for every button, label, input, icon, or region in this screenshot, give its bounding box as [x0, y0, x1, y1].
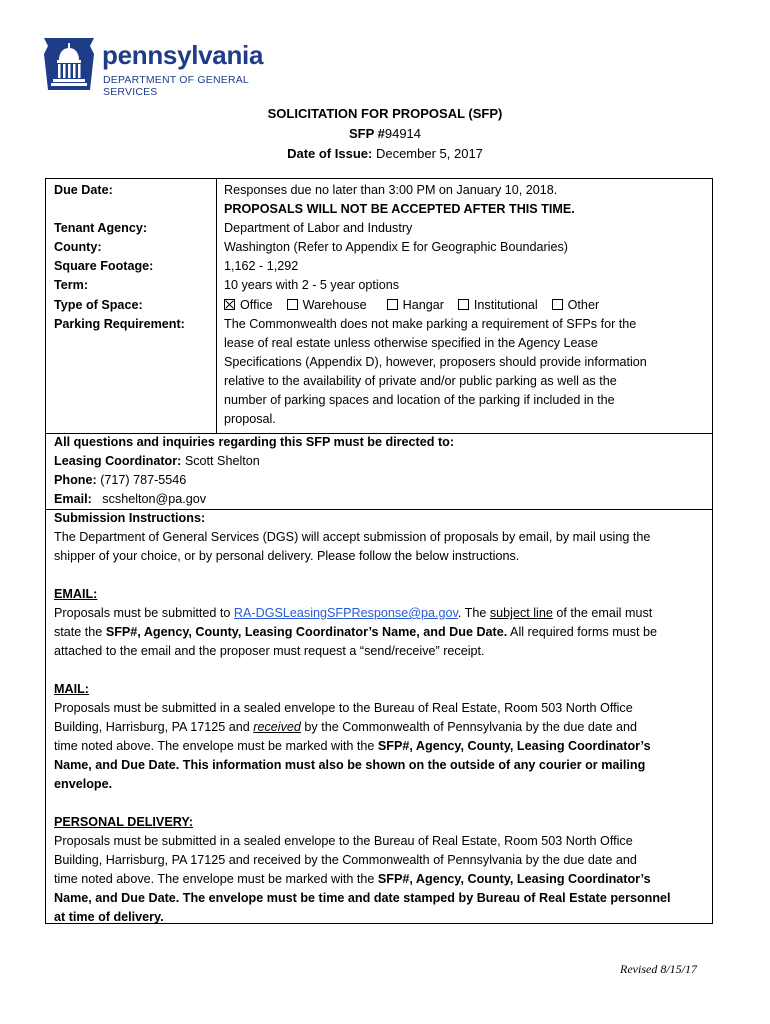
space-option-institutional[interactable] — [458, 296, 538, 315]
space-option-label: Office — [240, 298, 273, 312]
issue-date-line — [0, 144, 770, 164]
email-heading: EMAIL: — [54, 587, 98, 601]
column-divider — [216, 179, 217, 433]
received-text: received — [253, 720, 301, 734]
spacer — [54, 661, 708, 680]
text-run: state the — [54, 625, 106, 639]
due-date-label: Due Date: — [54, 183, 113, 197]
submission-heading: Submission Instructions: — [54, 511, 206, 525]
submission-section — [54, 509, 708, 927]
dgs-logo — [40, 36, 300, 98]
coordinator-name: Scott Shelton — [184, 454, 260, 468]
text-run: Proposals must be submitted to — [54, 606, 234, 620]
mail-instruction-line — [54, 737, 708, 756]
keystone-capitol-icon — [40, 36, 98, 92]
checkbox-checked-icon[interactable] — [224, 299, 235, 310]
space-option-other[interactable] — [552, 296, 600, 315]
sfp-number-line — [0, 124, 770, 144]
space-option-label: Other — [567, 298, 600, 312]
space-option-label: Hangar — [402, 298, 444, 312]
due-date-notice: PROPOSALS WILL NOT BE ACCEPTED AFTER THIS TIME. — [224, 202, 575, 216]
personal-delivery-heading: PERSONAL DELIVERY: — [54, 815, 194, 829]
issue-date: December 5, 2017 — [375, 146, 483, 161]
mail-heading: MAIL: — [54, 682, 89, 696]
space-option-hangar[interactable] — [387, 296, 444, 315]
required-fields-text: SFP#, Agency, County, Leasing Coordinator’s — [377, 739, 651, 753]
spacer — [54, 794, 708, 813]
logo-subtitle: DEPARTMENT OF GENERAL SERVICES — [103, 74, 249, 98]
submission-email-link[interactable]: RA-DGSLeasingSFPResponse@pa.gov — [233, 606, 458, 620]
text-run: . The — [457, 606, 490, 620]
parking-line: proposal. — [224, 412, 276, 426]
square-footage-value: 1,162 - 1,292 — [224, 259, 299, 273]
text-run: All required forms must be — [507, 625, 658, 639]
phone-value: (717) 787-5546 — [100, 473, 187, 487]
subject-line-text: subject line — [489, 606, 553, 620]
email-instruction-line: attached to the email and the proposer must request a “send/receive” receipt. — [54, 644, 485, 658]
due-date-value: Responses due no later than 3:00 PM on January 10, 2018. — [224, 183, 558, 197]
submission-intro-line: The Department of General Services (DGS) will accept submission of proposals by email, by mail using the — [54, 530, 651, 544]
text-run: time noted above. The envelope must be marked with the — [54, 872, 378, 886]
parking-line: Specifications (Appendix D), however, proposers should provide information — [224, 355, 647, 369]
county-value: Washington (Refer to Appendix E for Geographic Boundaries) — [224, 240, 568, 254]
term-label: Term: — [54, 278, 89, 292]
mail-instruction-line: envelope. — [54, 777, 113, 791]
required-fields-text: SFP#, Agency, County, Leasing Coordinator’s Name, and Due Date. — [105, 625, 508, 639]
coordinator-label: Leasing Coordinator: — [54, 454, 182, 468]
square-footage-label: Square Footage: — [54, 259, 154, 273]
sfp-number: 94914 — [384, 126, 422, 141]
text-run: time noted above. The envelope must be marked with the — [54, 739, 378, 753]
email-line — [54, 490, 708, 509]
parking-line: The Commonwealth does not make parking a requirement of SFPs for the — [224, 317, 637, 331]
tenant-agency-value: Department of Labor and Industry — [224, 221, 413, 235]
email-value: scshelton@pa.gov — [102, 492, 207, 506]
spacer — [54, 566, 708, 585]
title-block — [0, 104, 770, 164]
checkbox-icon[interactable] — [387, 299, 398, 310]
mail-instruction-line — [54, 718, 708, 737]
checkbox-icon[interactable] — [458, 299, 469, 310]
parking-line: number of parking spaces and location of the parking if included in the — [224, 393, 615, 407]
term-value: 10 years with 2 - 5 year options — [224, 278, 400, 292]
sfp-label: SFP # — [348, 126, 385, 141]
checkbox-icon[interactable] — [287, 299, 298, 310]
parking-line: lease of real estate unless otherwise specified in the Agency Lease — [224, 336, 598, 350]
checkbox-icon[interactable] — [552, 299, 563, 310]
personal-instruction-line: Name, and Due Date. The envelope must be time and date stamped by Bureau of Real Estate personnel — [54, 891, 671, 905]
email-instruction-line — [54, 604, 708, 623]
text-run: Building, Harrisburg, PA 17125 and — [54, 720, 254, 734]
text-run: of the email must — [552, 606, 653, 620]
mail-instruction-line: Proposals must be submitted in a sealed envelope to the Bureau of Real Estate, Room 503 North Office — [54, 701, 633, 715]
personal-instruction-line: at time of delivery. — [54, 910, 164, 924]
type-of-space-label: Type of Space: — [54, 298, 143, 312]
phone-line — [54, 471, 708, 490]
personal-instruction-line: Proposals must be submitted in a sealed envelope to the Bureau of Real Estate, Room 503 North Office — [54, 834, 633, 848]
text-run: by the Commonwealth of Pennsylvania by the due date and — [300, 720, 637, 734]
phone-label: Phone: — [54, 473, 97, 487]
logo-title: pennsylvania — [102, 40, 264, 70]
space-option-office[interactable] — [224, 296, 273, 315]
space-option-label: Warehouse — [302, 298, 367, 312]
contact-intro: All questions and inquiries regarding this SFP must be directed to: — [54, 435, 455, 449]
sfp-details-box — [45, 178, 713, 924]
submission-intro-line: shipper of your choice, or by personal delivery. Please follow the below instructions. — [54, 549, 520, 563]
parking-line: relative to the availability of private and/or public parking as well as the — [224, 374, 617, 388]
email-instruction-line — [54, 623, 708, 642]
tenant-agency-label: Tenant Agency: — [54, 221, 148, 235]
document-title: SOLICITATION FOR PROPOSAL (SFP) — [267, 106, 503, 121]
personal-instruction-line — [54, 870, 708, 889]
county-label: County: — [54, 240, 102, 254]
type-of-space-options — [224, 296, 613, 315]
space-option-label: Institutional — [473, 298, 538, 312]
personal-instruction-line: Building, Harrisburg, PA 17125 and received by the Commonwealth of Pennsylvania by the due date and — [54, 853, 637, 867]
parking-requirement-label: Parking Requirement: — [54, 317, 185, 331]
space-option-warehouse[interactable] — [287, 296, 367, 315]
issue-date-label: Date of Issue: — [287, 146, 373, 161]
revision-note: Revised 8/15/17 — [620, 962, 697, 976]
email-label: Email: — [54, 492, 92, 506]
mail-instruction-line: Name, and Due Date. This information must also be shown on the outside of any courier or mailing — [54, 758, 646, 772]
contact-section — [54, 433, 708, 509]
required-fields-text: SFP#, Agency, County, Leasing Coordinator’s — [377, 872, 651, 886]
coordinator-line — [54, 452, 708, 471]
